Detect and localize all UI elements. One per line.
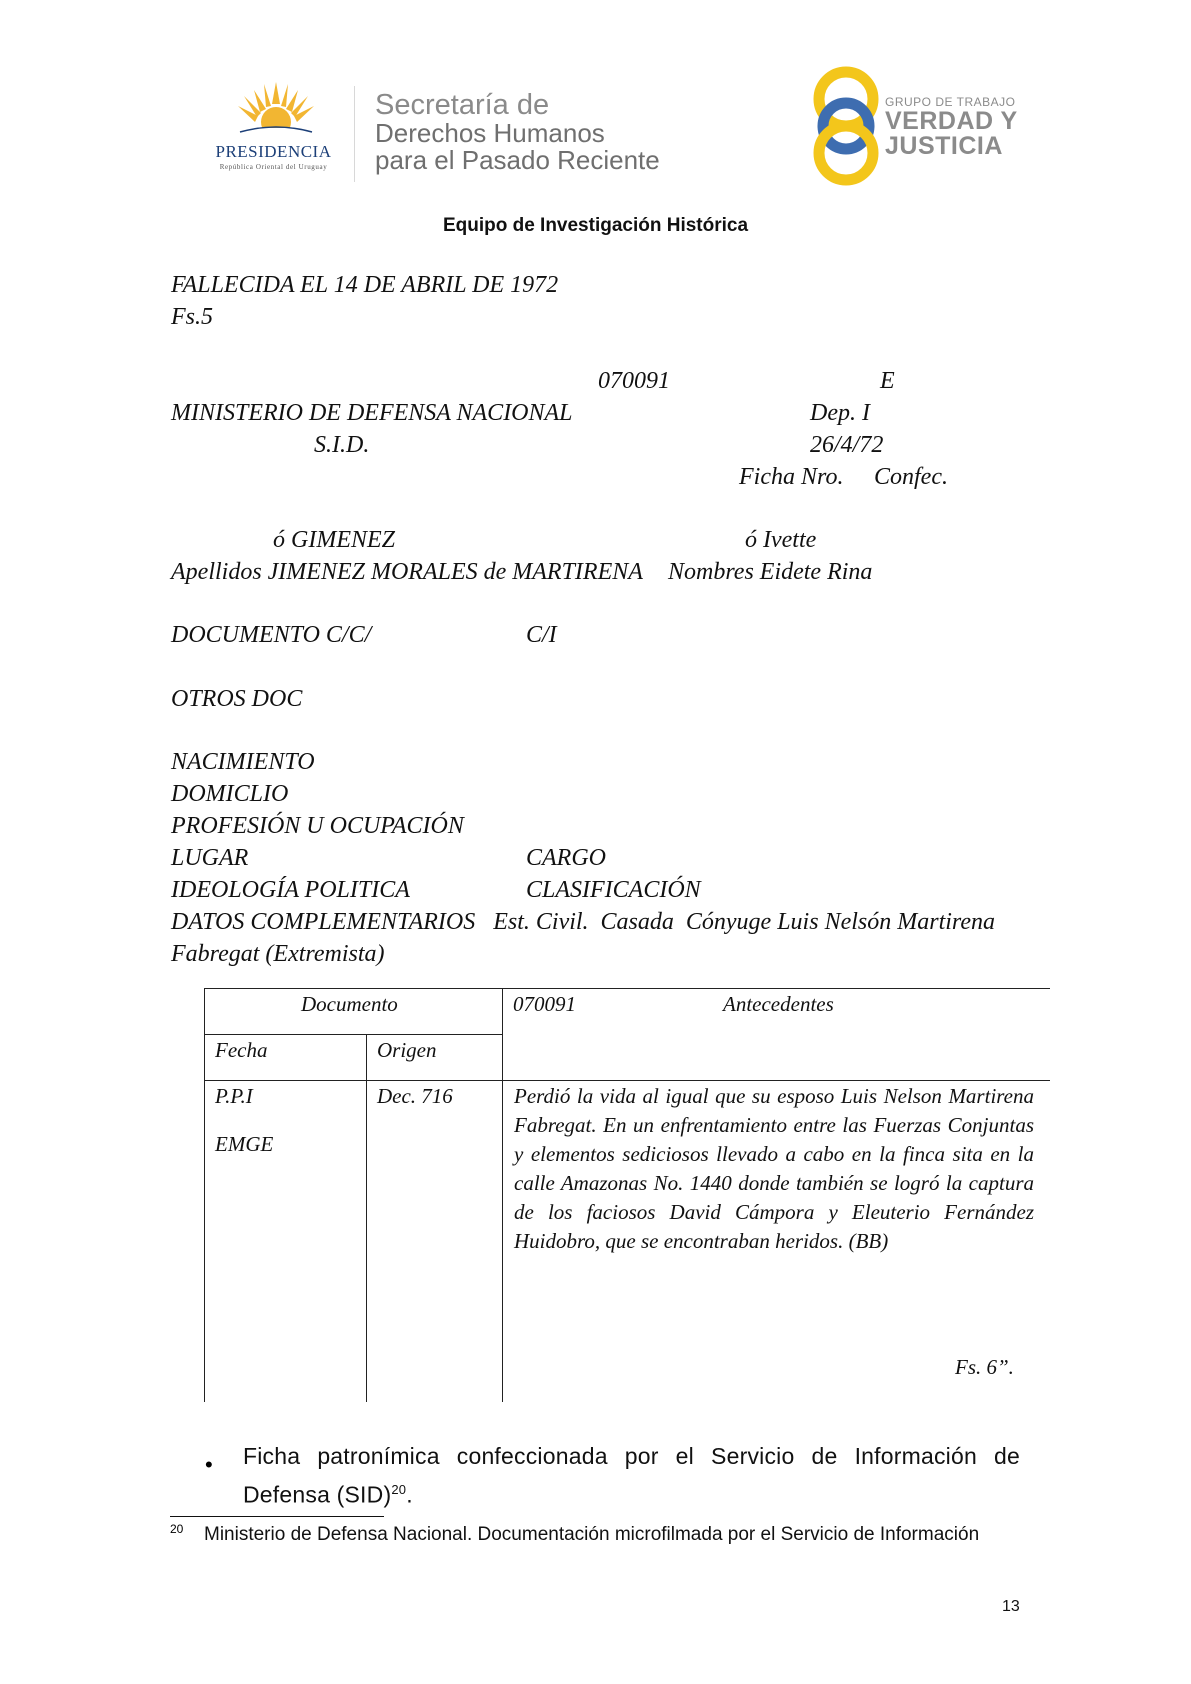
table-left-border bbox=[204, 988, 205, 1402]
sun-emblem-icon bbox=[236, 82, 316, 137]
bullet-icon: • bbox=[205, 1452, 213, 1477]
otros-doc-field: OTROS DOC bbox=[171, 686, 303, 712]
fs5-label: Fs.5 bbox=[171, 304, 213, 330]
page-number: 13 bbox=[1002, 1598, 1020, 1615]
antecedentes-header: Antecedentes bbox=[723, 992, 834, 1016]
documento-field: DOCUMENTO C/C/ bbox=[171, 622, 372, 648]
gtvj-small: GRUPO DE TRABAJO bbox=[885, 95, 1016, 109]
presidencia-wordmark: PRESIDENCIA bbox=[215, 142, 332, 161]
datos-complementarios-line2: Fabregat (Extremista) bbox=[171, 941, 385, 967]
table-col-divider-1 bbox=[366, 1034, 367, 1402]
dec-cell: Dec. 716 bbox=[377, 1084, 453, 1108]
antecedentes-text: Perdió la vida al igual que su esposo Luis Nelson Martirena Fabregat. En un enfrentamiento entre las Fuerzas Conjuntas y elementos sediciosos llevado a cabo en la finca sita en la calle Amazonas No. 1440 donde también se logró la captura de los faciosos David Cámpora y Eleuterio Fernández Huidobro, que se encontraban heridos. (BB) bbox=[514, 1084, 1034, 1253]
sid-label: S.I.D. bbox=[314, 432, 370, 458]
date-label: 26/4/72 bbox=[810, 432, 884, 458]
bullet-text: Ficha patronímica confeccionada por el Servicio de Información de Defensa (SID) bbox=[243, 1443, 1020, 1508]
alt-name: ó Ivette bbox=[745, 527, 817, 553]
footnote-ref[interactable]: 20 bbox=[391, 1482, 407, 1497]
fs6-label: Fs. 6”. bbox=[955, 1355, 1014, 1379]
presidencia-logo bbox=[196, 82, 351, 177]
datos-complementarios-line1: DATOS COMPLEMENTARIOS Est. Civil. Casada Cónyuge Luis Nelsón Martirena bbox=[171, 909, 996, 935]
nacimiento-field: NACIMIENTO bbox=[171, 749, 315, 775]
table-subheader-border bbox=[204, 1034, 502, 1035]
ficha-label: Ficha Nro. bbox=[739, 464, 844, 490]
header-divider bbox=[354, 86, 355, 182]
ideologia-field: IDEOLOGÍA POLITICA bbox=[171, 877, 410, 903]
alt-surname: ó GIMENEZ bbox=[273, 527, 395, 553]
confec-label: Confec. bbox=[874, 464, 948, 490]
table-code: 070091 bbox=[513, 992, 576, 1016]
gtvj-logo-text bbox=[885, 95, 1018, 159]
emge-cell: EMGE bbox=[215, 1132, 274, 1156]
dep-label: Dep. I bbox=[810, 400, 870, 426]
section-title: Equipo de Investigación Histórica bbox=[442, 215, 749, 236]
cargo-field: CARGO bbox=[526, 845, 606, 871]
gtvj-line1: VERDAD Y bbox=[885, 107, 1018, 135]
footnote-number: 20 bbox=[170, 1522, 184, 1536]
bullet-paragraph bbox=[243, 1440, 1020, 1512]
footnote-text: Ministerio de Defensa Nacional. Documentación microfilmada por el Servicio de Información bbox=[204, 1524, 980, 1545]
secretaria-line1: Secretaría de bbox=[375, 89, 550, 121]
table-header-bottom-border bbox=[204, 1080, 1050, 1081]
ci-field: C/I bbox=[526, 622, 557, 648]
ppi-cell: P.P.I bbox=[215, 1084, 253, 1108]
gtvj-line2: JUSTICIA bbox=[885, 132, 1003, 160]
bullet-end: . bbox=[406, 1481, 413, 1508]
lugar-field: LUGAR bbox=[171, 845, 249, 871]
ministerio-label: MINISTERIO DE DEFENSA NACIONAL bbox=[171, 400, 573, 426]
presidencia-subtitle: República Oriental del Uruguay bbox=[219, 163, 328, 171]
documento-header: Documento bbox=[301, 992, 398, 1016]
domicilio-field: DOMICLIO bbox=[171, 781, 289, 807]
table-col-divider-2 bbox=[502, 988, 503, 1402]
fallecida-line: FALLECIDA EL 14 DE ABRIL DE 1972 bbox=[171, 272, 559, 298]
footnote-rule bbox=[170, 1516, 384, 1517]
origen-header: Origen bbox=[377, 1038, 437, 1062]
secretaria-line2: Derechos Humanos bbox=[375, 118, 605, 148]
secretaria-logo-text bbox=[375, 90, 660, 174]
letter-e: E bbox=[880, 368, 895, 394]
table-top-border bbox=[204, 988, 1050, 989]
document-code: 070091 bbox=[598, 368, 670, 394]
fecha-header: Fecha bbox=[215, 1038, 268, 1062]
apellidos-field: Apellidos JIMENEZ MORALES de MARTIRENA bbox=[171, 559, 643, 585]
secretaria-line3: para el Pasado Reciente bbox=[375, 145, 660, 175]
profesion-field: PROFESIÓN U OCUPACIÓN bbox=[171, 813, 464, 839]
clasificacion-field: CLASIFICACIÓN bbox=[526, 877, 701, 903]
nombres-field: Nombres Eidete Rina bbox=[668, 559, 873, 585]
